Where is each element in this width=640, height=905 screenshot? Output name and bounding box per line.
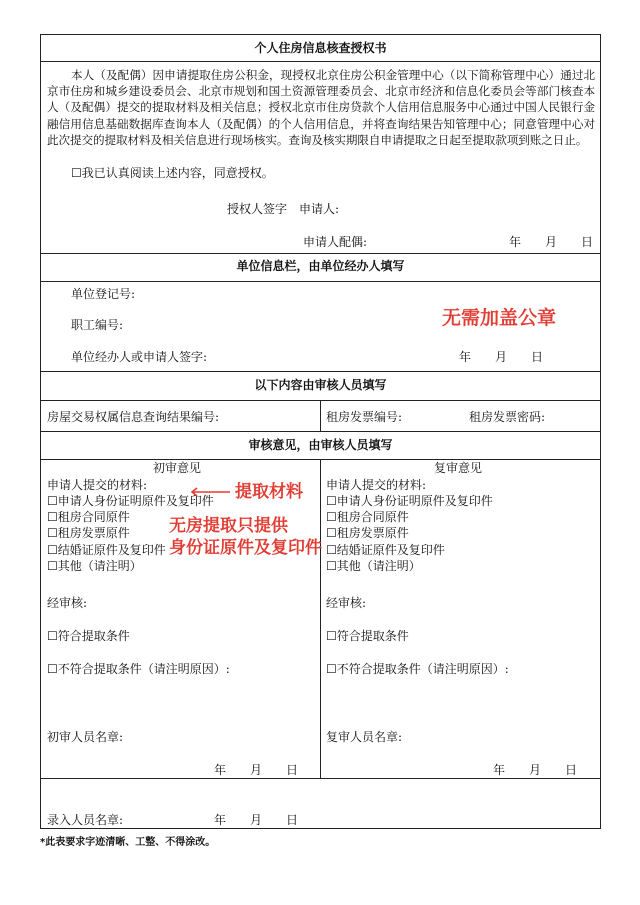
authorization-text: 本人（及配偶）因申请提取住房公积金，现授权北京住房公积金管理中心（以下简称管理中心）通过北京市住房和城乡建设委员会、北京市规划和国土资源管理委员会、北京市经济和信息化委员会等部门核查本人（及配偶）提交的提取材料及相关信息；授权北京市住房贷款个人信用信息服务中心通过中国人民银行金融信用信息基础数据库查询本人（及配偶）的个人信用信息，并将查询结果告知管理中心；同意管理中心对此次提交的提取材料及相关信息进行现场核实。查询及核实期限自申请提取之日起至提取款项到账之日止。 bbox=[47, 68, 595, 147]
second-item[interactable]: ☐申请人身份证明原件及复印件 bbox=[326, 494, 493, 508]
first-not-meets[interactable]: ☐不符合提取条件（请注明原因）: bbox=[47, 662, 230, 676]
house-query-no: 房屋交易权属信息查询结果编号: bbox=[47, 410, 220, 424]
rule bbox=[41, 431, 600, 432]
rule bbox=[41, 253, 600, 254]
invoice-no: 租房发票编号: bbox=[326, 410, 403, 424]
first-date: 年 月 日 bbox=[214, 763, 299, 777]
unit-section-header: 单位信息栏，由单位经办人填写 bbox=[236, 259, 405, 273]
employee-no: 职工编号: bbox=[71, 318, 124, 332]
first-reviewed: 经审核: bbox=[47, 596, 88, 610]
second-item[interactable]: ☐结婚证原件及复印件 bbox=[326, 543, 445, 557]
rule bbox=[41, 281, 600, 282]
spouse-label: 申请人配偶: bbox=[303, 235, 368, 249]
second-stamp: 复审人员名章: bbox=[326, 730, 403, 744]
first-item[interactable]: ☐结婚证原件及复印件 bbox=[47, 543, 166, 557]
arrow-left-icon bbox=[190, 487, 230, 497]
review-section-header: 审核意见，由审核人员填写 bbox=[248, 438, 393, 452]
second-meets[interactable]: ☐符合提取条件 bbox=[326, 629, 409, 643]
rule bbox=[41, 61, 600, 62]
rule bbox=[41, 371, 600, 372]
annotation-line2: 身份证原件及复印件 bbox=[169, 538, 322, 558]
first-meets[interactable]: ☐符合提取条件 bbox=[47, 629, 130, 643]
invoice-pwd: 租房发票密码: bbox=[469, 410, 546, 424]
second-item[interactable]: ☐租房合同原件 bbox=[326, 510, 409, 524]
divider bbox=[320, 400, 321, 431]
first-materials-label: 申请人提交的材料: bbox=[47, 478, 148, 492]
rule bbox=[41, 778, 600, 779]
stamp-note: 无需加盖公章 bbox=[442, 307, 557, 329]
signature-label: 授权人签字 申请人: bbox=[227, 202, 340, 216]
second-materials-label: 申请人提交的材料: bbox=[326, 478, 427, 492]
unit-signer: 单位经办人或申请人签字: bbox=[71, 350, 208, 364]
second-not-meets[interactable]: ☐不符合提取条件（请注明原因）: bbox=[326, 662, 509, 676]
date-label: 年 月 日 bbox=[509, 235, 594, 249]
footnote: *此表要求字迹清晰、工整、不得涂改。 bbox=[40, 837, 216, 848]
first-item[interactable]: ☐租房发票原件 bbox=[47, 526, 130, 540]
unit-date: 年 月 日 bbox=[459, 350, 544, 364]
divider bbox=[320, 459, 321, 778]
entry-date: 年 月 日 bbox=[214, 813, 299, 827]
first-item[interactable]: ☐申请人身份证明原件及复印件 bbox=[47, 494, 214, 508]
first-review-title: 初审意见 bbox=[153, 461, 202, 475]
second-reviewed: 经审核: bbox=[326, 596, 367, 610]
agree-checkbox[interactable]: ☐我已认真阅读上述内容，同意授权。 bbox=[71, 166, 274, 180]
second-item[interactable]: ☐其他（请注明） bbox=[326, 559, 421, 573]
first-item[interactable]: ☐其他（请注明） bbox=[47, 559, 142, 573]
form-title: 个人住房信息核查授权书 bbox=[254, 41, 387, 55]
reviewer-section-header: 以下内容由审核人员填写 bbox=[254, 378, 387, 392]
annotation-materials: 提取材料 bbox=[235, 482, 303, 502]
entry-label: 录入人员名章: bbox=[47, 813, 124, 827]
first-stamp: 初审人员名章: bbox=[47, 730, 124, 744]
second-item[interactable]: ☐租房发票原件 bbox=[326, 526, 409, 540]
unit-reg-no: 单位登记号: bbox=[71, 287, 136, 301]
second-date: 年 月 日 bbox=[493, 763, 578, 777]
authorization-form bbox=[40, 34, 601, 829]
annotation-line1: 无房提取只提供 bbox=[169, 516, 288, 536]
first-item[interactable]: ☐租房合同原件 bbox=[47, 510, 130, 524]
second-review-title: 复审意见 bbox=[434, 461, 483, 475]
